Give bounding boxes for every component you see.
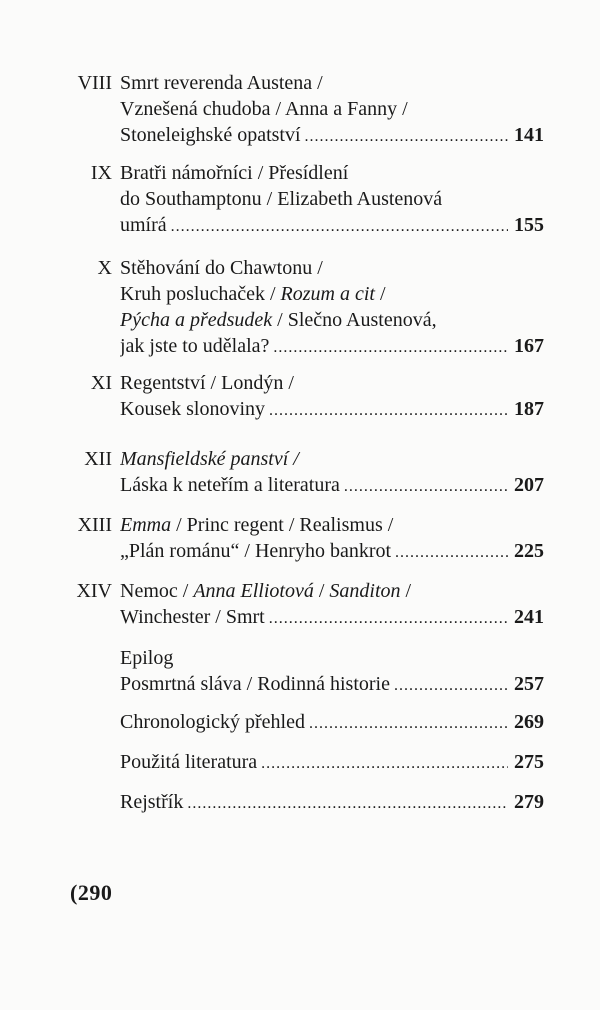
chapter-title-line: jak jste to udělala? — [120, 335, 270, 357]
page-number: 225 — [514, 540, 544, 562]
back-matter-line: Rejstřík — [120, 791, 184, 813]
page-number: 269 — [514, 711, 544, 733]
chapter-title-line: „Plán románu“ / Henryho bankrot — [120, 540, 392, 562]
chapter-numeral: XII — [84, 448, 112, 470]
chapter-title-line: Stěhování do Chawtonu / — [120, 257, 323, 279]
chapter-title-line: Bratři námořníci / Přesídlení — [120, 162, 349, 184]
chapter-numeral: XIV — [76, 580, 112, 602]
chapter-title-line: Regentství / Londýn / — [120, 372, 294, 394]
dot-leader — [309, 711, 508, 735]
back-matter-line: Chronologický přehled — [120, 711, 305, 733]
chapter-title-line: umírá — [120, 214, 167, 236]
chapter-title-line: Mansfieldské panství / — [120, 448, 299, 470]
page-number: 207 — [514, 474, 544, 496]
chapter-title-line: do Southamptonu / Elizabeth Austenová — [120, 188, 443, 210]
dot-leader — [305, 124, 508, 148]
page-number: 155 — [514, 214, 544, 236]
chapter-numeral: IX — [90, 162, 112, 184]
page-number: 257 — [514, 673, 544, 695]
page-number: 187 — [514, 398, 544, 420]
chapter-title-line: Nemoc / Anna Elliotová / Sanditon / — [120, 580, 412, 602]
dot-leader — [171, 214, 508, 238]
page-number: 167 — [514, 335, 544, 357]
chapter-title-line: Winchester / Smrt — [120, 606, 265, 628]
chapter-title-line: Kruh posluchaček / Rozum a cit / — [120, 283, 386, 305]
chapter-title-line: Smrt reverenda Austena / — [120, 72, 323, 94]
chapter-numeral: VIII — [77, 72, 112, 94]
dot-leader — [269, 606, 508, 630]
back-matter-line: Posmrtná sláva / Rodinná historie — [120, 673, 390, 695]
page-number: 241 — [514, 606, 544, 628]
chapter-title-line: Vznešená chudoba / Anna a Fanny / — [120, 98, 408, 120]
page-number: 275 — [514, 751, 544, 773]
chapter-title-line: Kousek slonoviny — [120, 398, 265, 420]
chapter-title-line: Stoneleighské opatství — [120, 124, 301, 146]
back-matter-title: Epilog — [120, 647, 174, 669]
dot-leader — [261, 751, 508, 775]
chapter-title-line: Láska k neteřím a literatura — [120, 474, 340, 496]
page-number: 141 — [514, 124, 544, 146]
folio-page-number: (290 — [70, 880, 113, 905]
chapter-numeral: X — [97, 257, 112, 279]
dot-leader — [273, 335, 508, 359]
dot-leader — [187, 791, 508, 815]
page-number: 279 — [514, 791, 544, 813]
dot-leader — [344, 474, 508, 498]
dot-leader — [394, 673, 508, 697]
chapter-numeral: XIII — [77, 514, 112, 536]
chapter-title-line: Emma / Princ regent / Realismus / — [120, 514, 394, 536]
dot-leader — [269, 398, 508, 422]
chapter-numeral: XI — [90, 372, 112, 394]
dot-leader — [395, 540, 508, 564]
back-matter-line: Použitá literatura — [120, 751, 258, 773]
chapter-title-line: Pýcha a předsudek / Slečno Austenová, — [120, 309, 437, 331]
